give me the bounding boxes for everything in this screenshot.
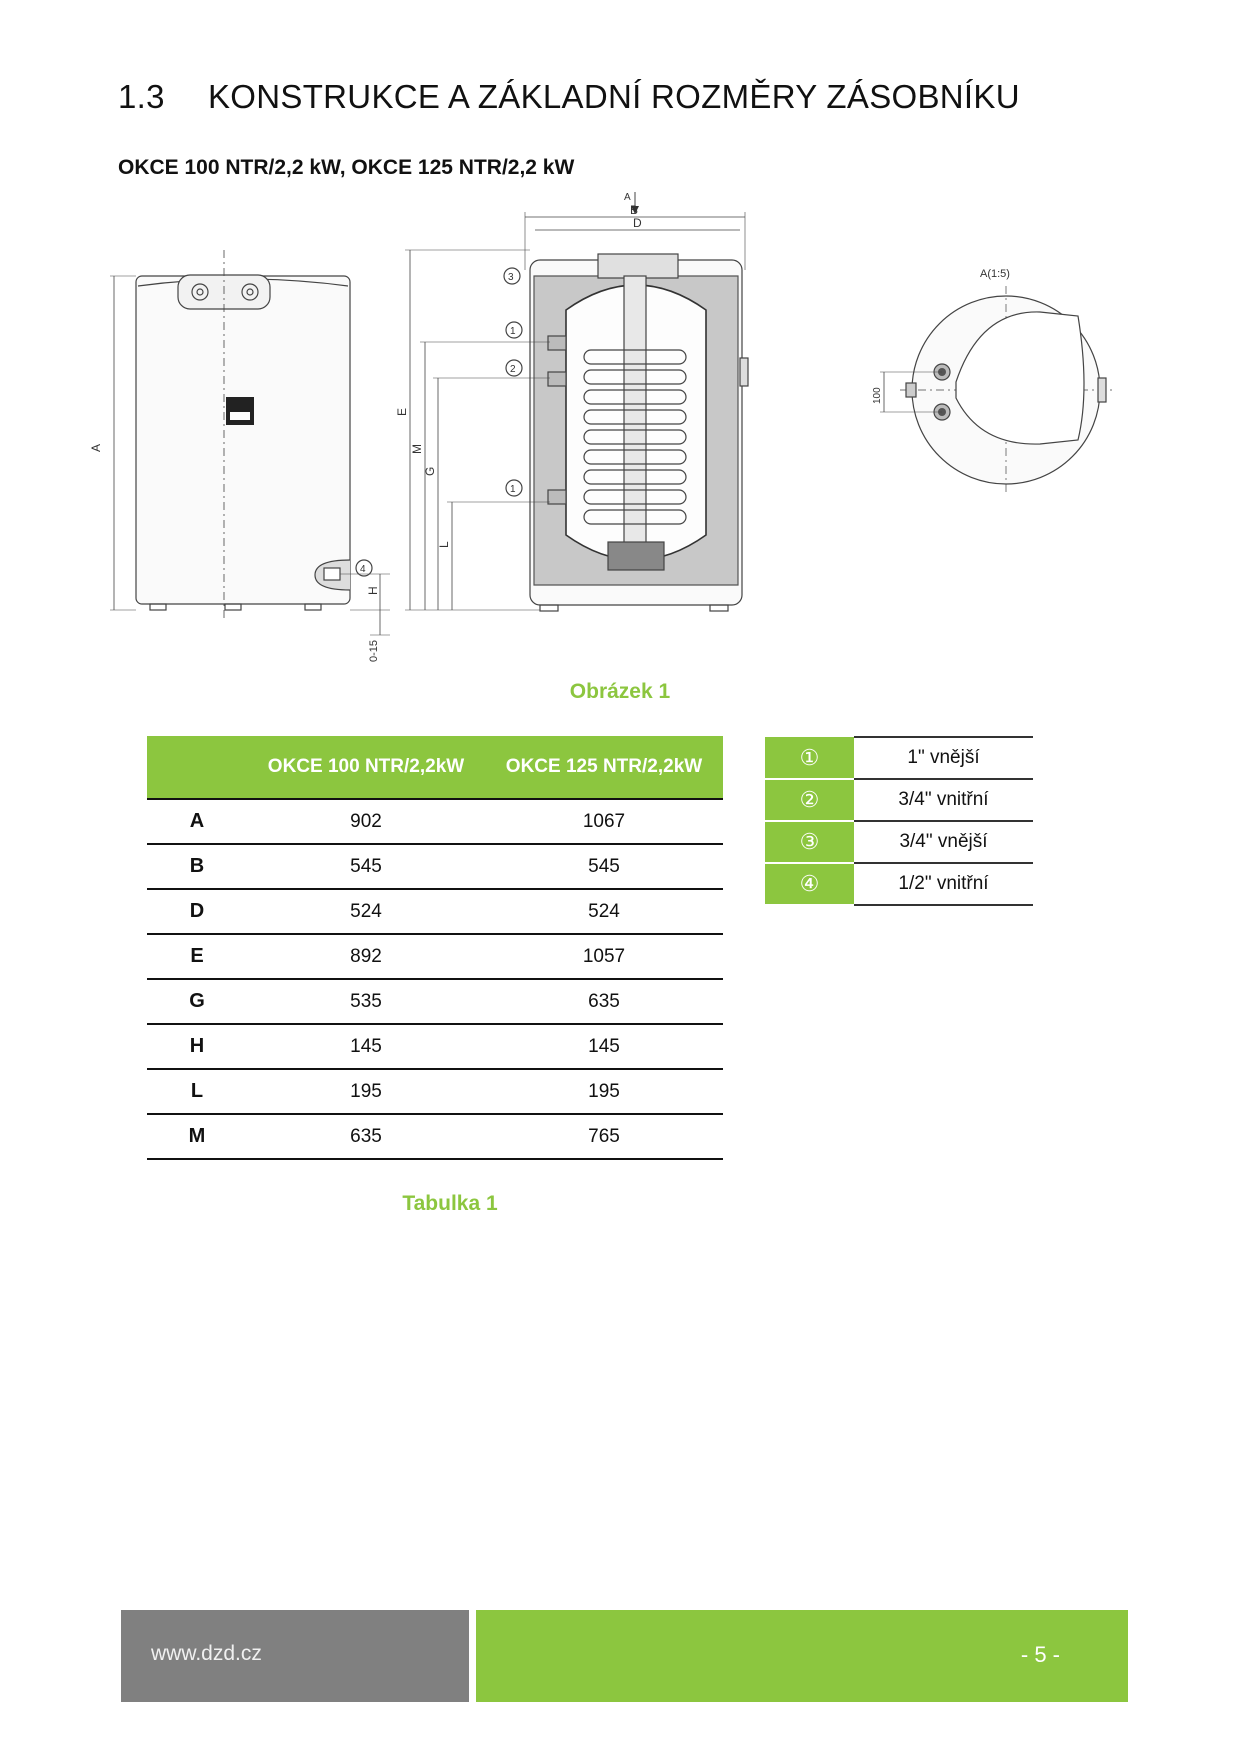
detail-label: A(1:5) [980, 268, 1010, 280]
callout-2: 2 [510, 364, 516, 375]
table-row [147, 889, 723, 934]
dimension-table [147, 736, 723, 1160]
dim-label-g: G [423, 466, 437, 476]
value-okce-125: 524 [485, 889, 723, 934]
view-arrow-label: A [624, 192, 631, 203]
callout-1-top: 1 [510, 326, 516, 337]
legend-symbol: ③ [765, 821, 854, 863]
value-okce-125: 1057 [485, 934, 723, 979]
footer-url-bar [121, 1610, 469, 1702]
callout-4: 4 [360, 564, 366, 575]
value-okce-100: 524 [247, 889, 485, 934]
row-key: D [147, 889, 247, 934]
dim-label-b: B [630, 203, 639, 217]
row-key: M [147, 1114, 247, 1159]
table-row [147, 799, 723, 844]
model-subtitle: OKCE 100 NTR/2,2 kW, OKCE 125 NTR/2,2 kW [118, 156, 575, 179]
value-okce-100: 892 [247, 934, 485, 979]
dim-label-a: A [89, 443, 103, 452]
section-number: 1.3 [118, 78, 165, 115]
value-okce-100: 195 [247, 1069, 485, 1114]
row-key: L [147, 1069, 247, 1114]
value-okce-125: 145 [485, 1024, 723, 1069]
dim-label-e: E [395, 407, 409, 416]
figure-caption: Obrázek 1 [569, 680, 671, 703]
header-blank-cell [147, 736, 247, 799]
legend-symbol: ① [765, 737, 854, 779]
value-okce-125: 635 [485, 979, 723, 1024]
section-view [395, 192, 748, 611]
value-okce-125: 545 [485, 844, 723, 889]
value-okce-100: 545 [247, 844, 485, 889]
front-view [89, 250, 390, 662]
technical-drawing [89, 190, 1140, 690]
value-okce-125: 1067 [485, 799, 723, 844]
row-key: B [147, 844, 247, 889]
column-header-okce-125: OKCE 125 NTR/2,2kW [485, 736, 723, 799]
legend-symbol: ② [765, 779, 854, 821]
dim-label-l: L [437, 541, 451, 548]
value-okce-125: 765 [485, 1114, 723, 1159]
footer-url: www.dzd.cz [151, 1642, 262, 1665]
legend-row [765, 737, 1033, 779]
column-header-okce-100: OKCE 100 NTR/2,2kW [247, 736, 485, 799]
callout-1-bottom: 1 [510, 484, 516, 495]
legend-row [765, 863, 1033, 905]
footer-page-bar [476, 1610, 1128, 1702]
value-okce-100: 635 [247, 1114, 485, 1159]
dim-label-m: M [410, 444, 424, 454]
table-caption: Tabulka 1 [402, 1192, 498, 1215]
row-key: A [147, 799, 247, 844]
section-heading [118, 78, 1020, 116]
legend-row [765, 779, 1033, 821]
table-row [147, 1114, 723, 1159]
legend-symbol: ④ [765, 863, 854, 905]
row-key: E [147, 934, 247, 979]
table-row [147, 979, 723, 1024]
callout-3: 3 [508, 272, 514, 283]
table-row [147, 844, 723, 889]
value-okce-100: 145 [247, 1024, 485, 1069]
dim-label-100: 100 [872, 387, 883, 404]
row-key: H [147, 1024, 247, 1069]
table-row [147, 934, 723, 979]
row-key: G [147, 979, 247, 1024]
value-okce-100: 902 [247, 799, 485, 844]
detail-view [872, 268, 1112, 495]
dim-label-d: D [633, 216, 642, 230]
table-header-row [147, 736, 723, 799]
legend-value: 3/4" vnější [854, 821, 1033, 863]
section-title: KONSTRUKCE A ZÁKLADNÍ ROZMĚRY ZÁSOBNÍKU [208, 78, 1020, 115]
page-number: - 5 - [1020, 1642, 1060, 1667]
legend-value: 1" vnější [854, 737, 1033, 779]
dim-label-h: H [366, 586, 380, 595]
value-okce-125: 195 [485, 1069, 723, 1114]
value-okce-100: 535 [247, 979, 485, 1024]
connection-legend-table [765, 736, 1033, 906]
legend-value: 1/2" vnitřní [854, 863, 1033, 905]
table-row [147, 1069, 723, 1114]
legend-value: 3/4" vnitřní [854, 779, 1033, 821]
dim-label-range: 0-15 [368, 639, 380, 662]
table-row [147, 1024, 723, 1069]
legend-row [765, 821, 1033, 863]
